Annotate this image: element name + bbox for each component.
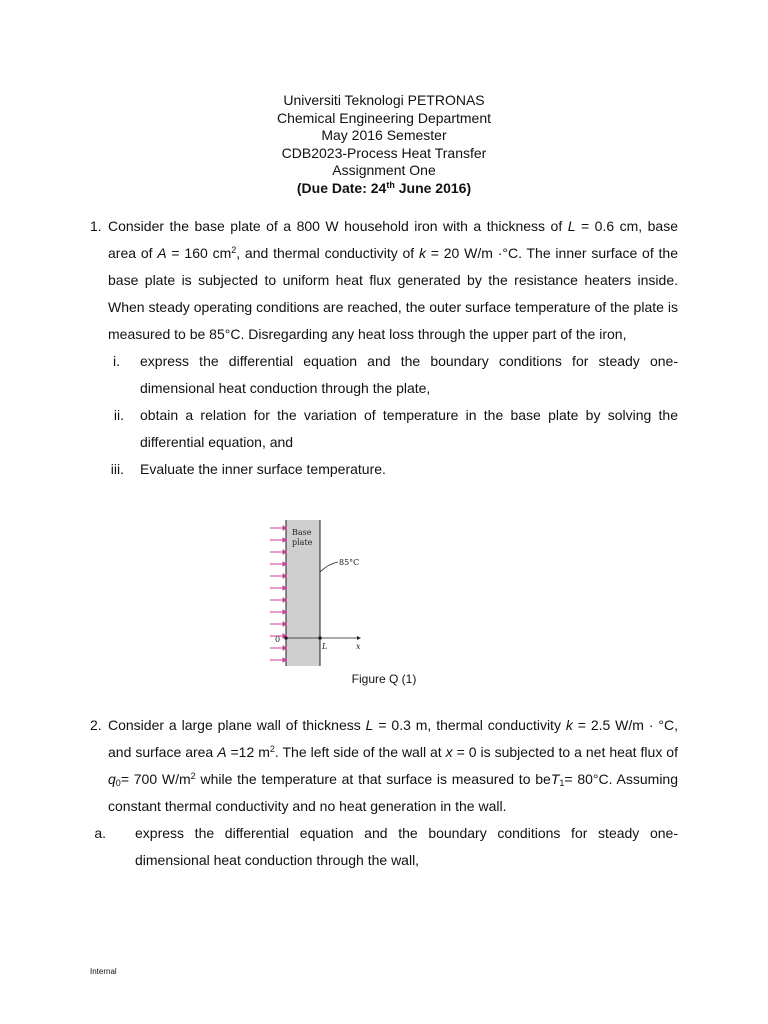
symbol-x: x: [445, 744, 453, 760]
symbol-A: A: [217, 744, 227, 760]
text-run: = 20 W/m ·°C. The inner surface of the base plate is subjected to uniform heat flux generated by the resistance heaters inside. When steady operating conditions are reached, the outer surface temperature of the plate is measured to be 85°C. Disregarding any heat loss through the upper part of the iron,: [108, 245, 678, 342]
list-marker: a.: [94, 825, 106, 841]
document-header: [0, 92, 768, 198]
due-date: [0, 180, 768, 198]
origin-dot: [284, 636, 288, 640]
semester: May 2016 Semester: [321, 127, 447, 144]
symbol-q: q: [108, 771, 116, 787]
symbol-L: L: [567, 218, 576, 234]
text-run: Consider a large plane wall of thickness: [108, 717, 366, 733]
text-run: , and thermal conductivity of: [236, 245, 419, 261]
list-item-text: express the differential equation and the boundary conditions for steady one-dimensional heat conduction through the wall,: [135, 825, 678, 868]
text-run: = 2.5 W/m · °C, and surface area: [108, 717, 678, 760]
question-2-text: [108, 712, 678, 820]
department-name: Chemical Engineering Department: [277, 109, 491, 126]
due-date-suffix: June 2016): [394, 179, 472, 196]
question-number: 1.: [90, 218, 102, 234]
question-1: [90, 213, 678, 483]
list-item-text: obtain a relation for the variation of temperature in the base plate by solving the differential equation, and: [140, 407, 678, 450]
base-plate-diagram: [262, 516, 372, 668]
label-L: L: [322, 642, 328, 651]
label-temperature: 85°C: [339, 558, 360, 567]
list-item: [90, 820, 678, 874]
text-run: while the temperature at that surface is measured to be: [195, 771, 551, 787]
question-1-text: [108, 213, 678, 348]
list-marker: ii.: [113, 407, 124, 423]
list-item: [90, 402, 678, 456]
question-number: 2.: [90, 717, 102, 733]
text-run: =12 m: [226, 744, 270, 760]
assignment-title: Assignment One: [332, 162, 436, 179]
list-item: [90, 348, 678, 402]
figure-caption: Figure Q (1): [351, 672, 417, 686]
course-title: CDB2023-Process Heat Transfer: [281, 144, 487, 161]
label-plate: plate: [292, 538, 313, 547]
due-date-sup: th: [386, 179, 395, 190]
university-name: Universiti Teknologi PETRONAS: [283, 92, 485, 108]
label-base: Base: [292, 528, 312, 537]
subscript: 0: [115, 778, 121, 788]
symbol-k: k: [565, 717, 573, 733]
text-run: = 0 is subjected to a net heat flux of: [452, 744, 678, 760]
due-date-prefix: (Due Date: 24: [296, 179, 387, 196]
text-run: = 700 W/m: [120, 771, 191, 787]
text-run: = 0.6 cm, base area of: [108, 218, 679, 261]
text-run: = 160 cm: [166, 245, 232, 261]
subscript: 1: [559, 778, 565, 788]
superscript: 2: [269, 744, 275, 754]
question-2: [90, 712, 678, 874]
temperature-pointer: [320, 562, 338, 572]
superscript: 2: [190, 771, 196, 781]
symbol-L: L: [365, 717, 374, 733]
text-run: . The left side of the wall at: [274, 744, 446, 760]
superscript: 2: [231, 245, 237, 255]
symbol-k: k: [419, 245, 426, 261]
list-marker: i.: [113, 353, 120, 369]
x-axis-arrowhead: [357, 636, 361, 640]
list-item-text: Evaluate the inner surface temperature.: [140, 461, 386, 477]
text-run: = 80°C. Assuming constant thermal conductivity and no heat generation in the wall.: [108, 771, 678, 814]
L-dot: [318, 636, 322, 640]
text-run: = 0.3 m, thermal conductivity: [373, 717, 566, 733]
label-x: x: [356, 642, 361, 651]
list-marker: iii.: [110, 461, 124, 477]
footer-label: Internal: [90, 967, 117, 976]
symbol-A: A: [157, 245, 167, 261]
label-zero: 0: [275, 635, 281, 644]
list-item-text: express the differential equation and the boundary conditions for steady one-dimensional heat conduction through the plate,: [140, 353, 678, 396]
figure-q1: [262, 516, 372, 668]
text-run: Consider the base plate of a 800 W household iron with a thickness of: [108, 218, 568, 234]
symbol-T: T: [550, 771, 560, 787]
list-item: [90, 456, 678, 483]
